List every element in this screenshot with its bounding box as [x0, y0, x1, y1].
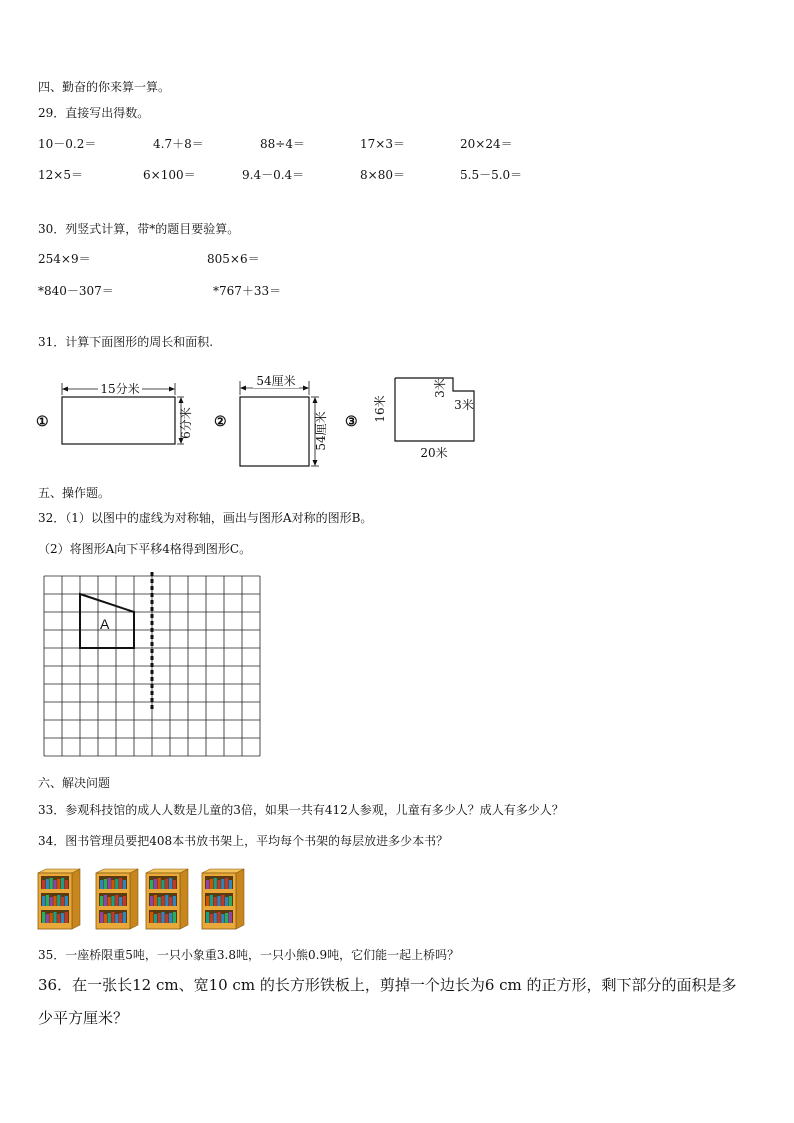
figure-2-square [214, 373, 328, 466]
q31-stem: 31．计算下面图形的周长和面积. [38, 335, 214, 349]
q29-item: 4.7＋8＝ [153, 137, 204, 151]
figure-marker-2: ② [214, 414, 227, 430]
rectangle-shape [62, 397, 175, 444]
q29-item: 6×100＝ [143, 168, 196, 182]
q29-item: 10－0.2＝ [38, 137, 97, 151]
q36-line2: 少平方厘米？ [38, 1009, 129, 1027]
bookshelf-icon [146, 869, 188, 929]
q36-line1: 36．在一张长12 cm、宽10 cm 的长方形铁板上，剪掉一个边长为6 cm 的正方形，剩下部分的面积是多 [38, 976, 737, 994]
square-grid [44, 576, 260, 766]
bookshelf-icon [202, 869, 244, 929]
q29-item: 20×24＝ [460, 137, 513, 151]
q29-item: 12×5＝ [38, 168, 83, 182]
bookshelves-illustration [34, 867, 254, 931]
q35: 35．一座桥限重5吨，一只小象重3.8吨，一只小熊0.9吨，它们能一起上桥吗？ [38, 948, 460, 962]
q29-item: 9.4－0.4＝ [242, 168, 305, 182]
q30-stem: 30．列竖式计算，带*的题目要验算。 [38, 222, 240, 236]
dimension-label: 20米 [420, 446, 448, 460]
section-5-title: 五、操作题。 [38, 486, 111, 500]
q32-part2: （2）将图形A向下平移4格得到图形C。 [38, 542, 252, 556]
q30-item: 805×6＝ [207, 252, 260, 266]
dimension-label: 3米 [433, 378, 447, 398]
dimension-label: 15分米 [100, 382, 140, 396]
figure-3-notched-rectangle [345, 378, 474, 460]
figure-marker-3: ③ [345, 414, 358, 430]
bookshelf-icon [96, 869, 138, 929]
q30-item: *840－307＝ [38, 284, 114, 298]
figure-marker-1: ① [36, 414, 49, 430]
q29-item: 5.5－5.0＝ [460, 168, 523, 182]
dimension-label: 6分米 [179, 407, 193, 439]
q32-part1: 32．（1）以图中的虚线为对称轴，画出与图形A对称的图形B。 [38, 511, 373, 525]
q29-item: 8×80＝ [360, 168, 405, 182]
q33: 33．参观科技馆的成人人数是儿童的3倍，如果一共有412人参观，儿童有多少人？成人有多少人？ [38, 803, 564, 817]
q30-item: 254×9＝ [38, 252, 91, 266]
dimension-label: 54厘米 [314, 411, 328, 451]
dimension-label: 16米 [373, 395, 387, 423]
q29-stem: 29．直接写出得数。 [38, 106, 150, 120]
q29-item: 88÷4＝ [260, 137, 305, 151]
section-4-title: 四、勤奋的你来算一算。 [38, 80, 171, 94]
bookshelf-icon [38, 869, 80, 929]
section-6-title: 六、解决问题 [38, 776, 111, 790]
shape-a-label: A [100, 616, 110, 632]
dimension-label: 54厘米 [256, 374, 296, 388]
square-shape [240, 397, 309, 466]
q34: 34．图书管理员要把408本书放书架上，平均每个书架的每层放进多少本书？ [38, 834, 449, 848]
dimension-label: 3米 [454, 398, 474, 412]
figure-1-rectangle [36, 381, 193, 444]
q29-item: 17×3＝ [360, 137, 405, 151]
q30-item: *767＋33＝ [213, 284, 282, 298]
